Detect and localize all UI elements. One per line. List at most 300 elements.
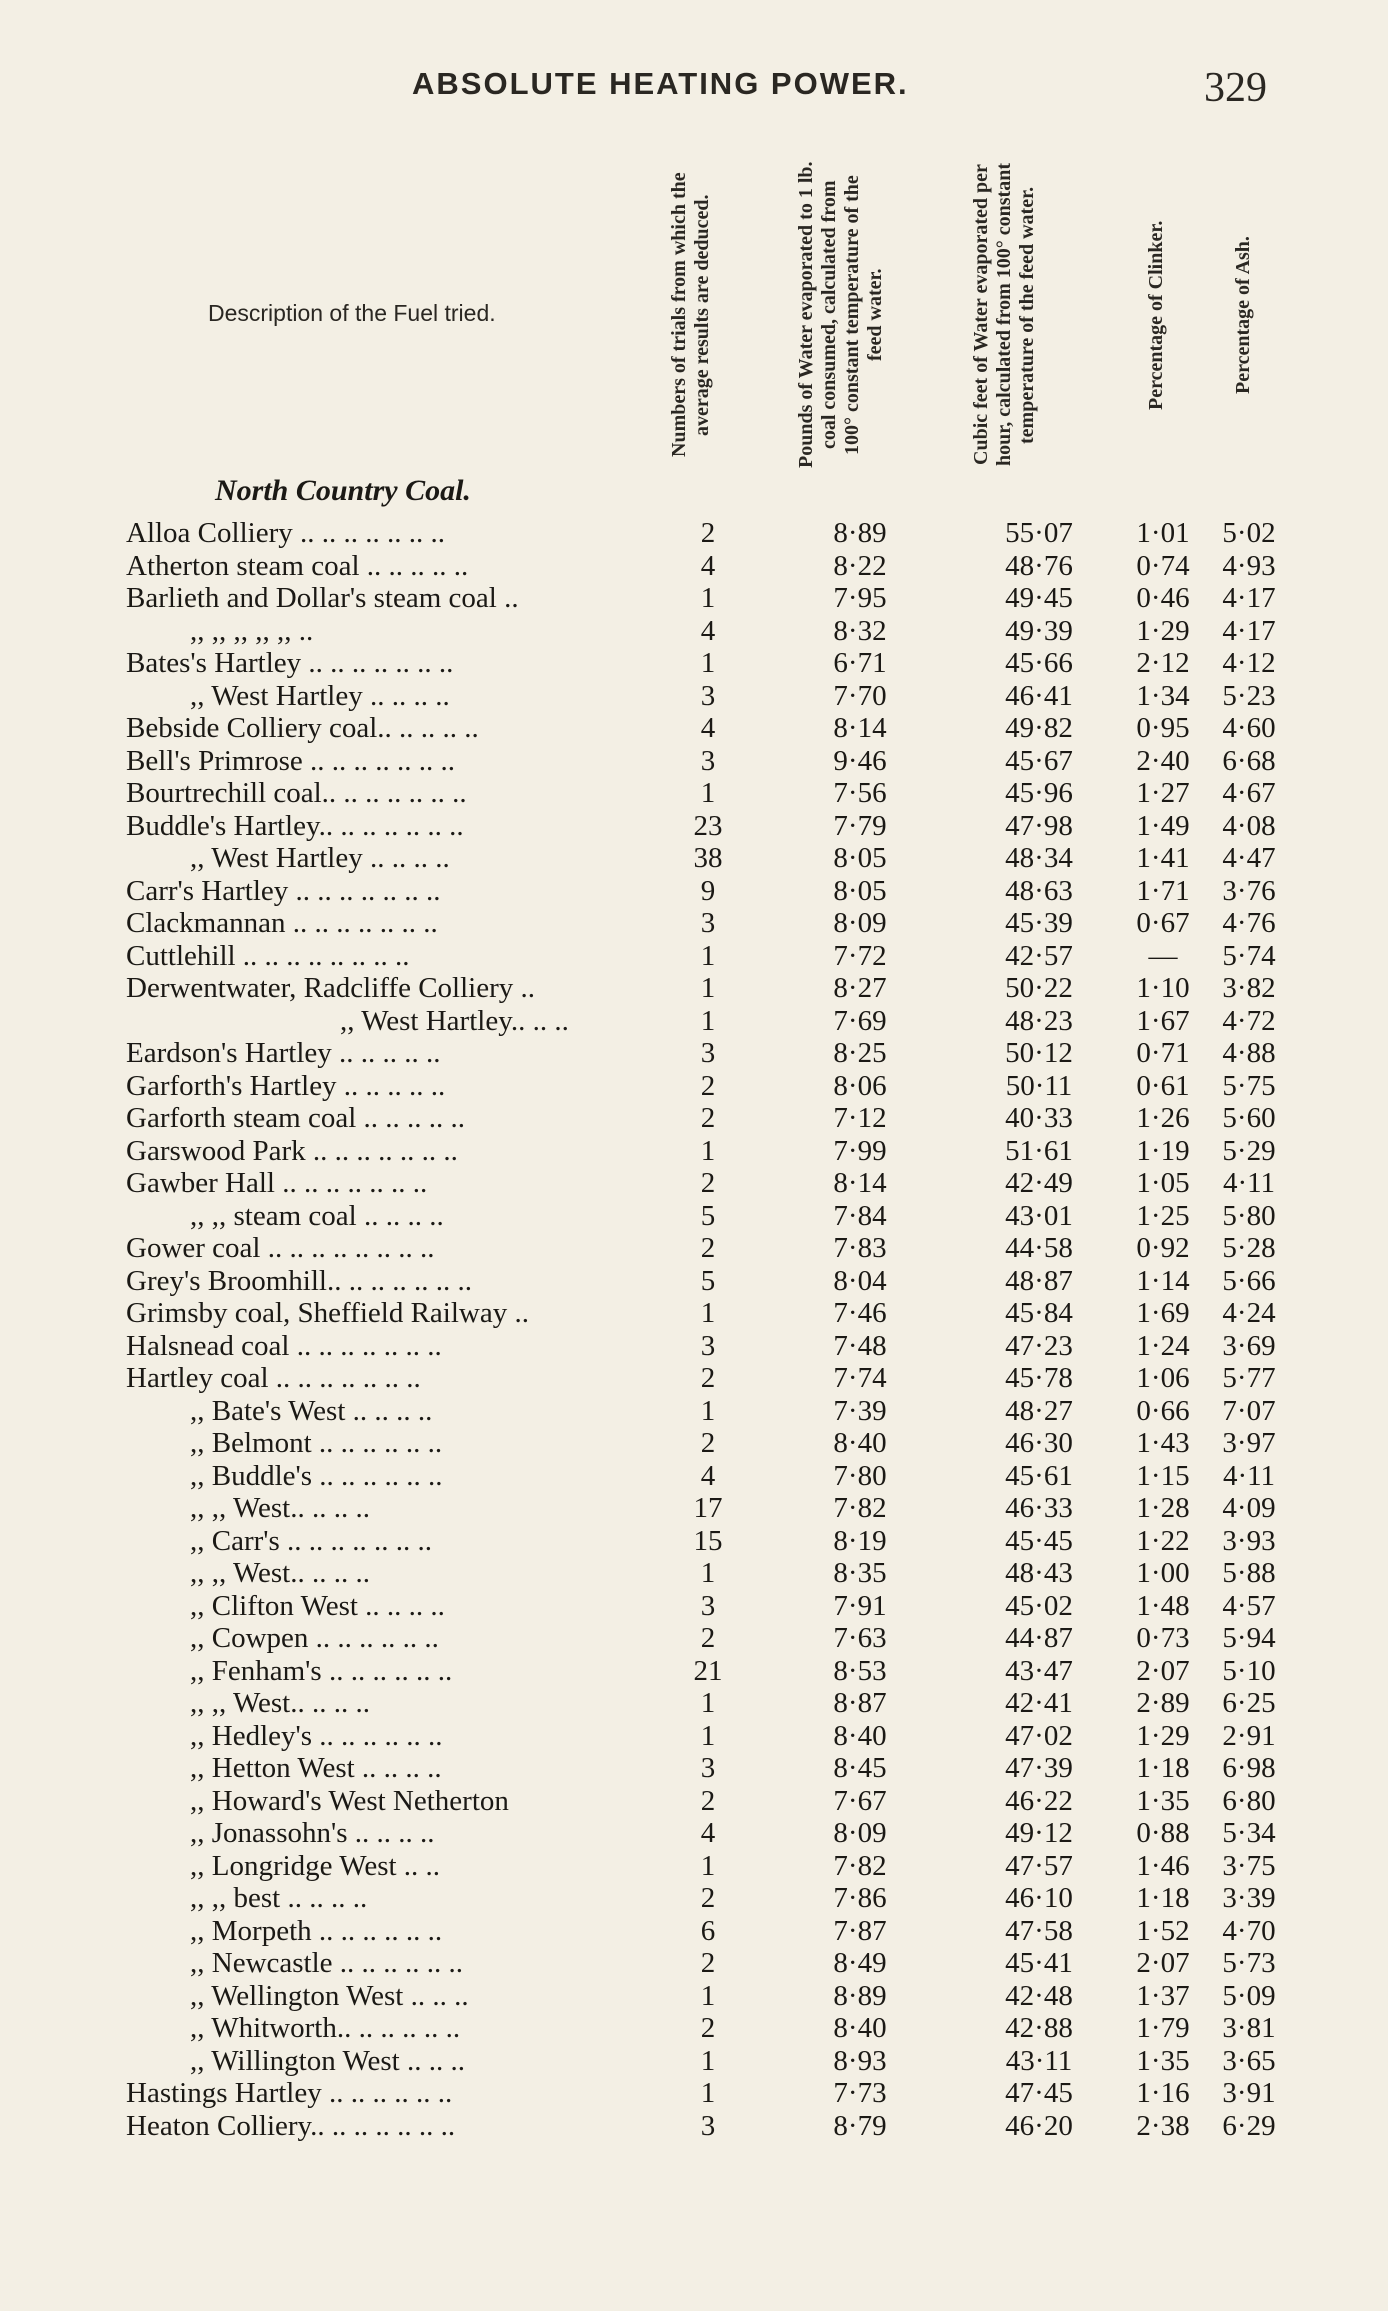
table-row xyxy=(0,1362,1388,1395)
ash-percent: 6·80 xyxy=(1222,1784,1276,1817)
cubic-feet-per-hour: 48·76 xyxy=(1005,549,1073,582)
cubic-feet-per-hour: 48·27 xyxy=(1005,1394,1073,1427)
clinker-percent: 1·29 xyxy=(1136,1719,1190,1752)
fuel-name: ,, West Hartley.. .. .. xyxy=(340,1004,569,1037)
trials-count: 1 xyxy=(700,1849,716,1882)
pounds-evaporated: 8·40 xyxy=(833,1719,887,1752)
trials-count: 17 xyxy=(693,1492,723,1524)
fuel-name: Garforth steam coal .. .. .. .. .. xyxy=(126,1102,466,1134)
ash-percent: 4·67 xyxy=(1222,777,1276,809)
trials-count: 2 xyxy=(700,1167,716,1199)
pounds-evaporated: 7·70 xyxy=(833,679,887,712)
fuel-name: Alloa Colliery .. .. .. .. .. .. .. xyxy=(126,517,445,549)
fuel-name: ,, Howard's West Netherton xyxy=(190,1784,509,1817)
trials-count: 2 xyxy=(700,517,716,549)
cubic-feet-per-hour: 46·33 xyxy=(1005,1492,1073,1524)
ash-percent: 4·24 xyxy=(1222,1297,1276,1329)
cubic-feet-per-hour: 42·57 xyxy=(1005,939,1073,972)
trials-count: 1 xyxy=(700,1004,716,1037)
trials-count: 15 xyxy=(693,1524,723,1557)
pounds-evaporated: 8·49 xyxy=(833,1947,887,1979)
clinker-percent: 1·41 xyxy=(1136,842,1190,874)
fuel-name: ,, ,, steam coal .. .. .. .. xyxy=(190,1199,444,1232)
fuel-name: Halsnead coal .. .. .. .. .. .. .. xyxy=(126,1329,442,1362)
trials-count: 2 xyxy=(700,1622,716,1654)
cubic-feet-per-hour: 45·02 xyxy=(1005,1589,1073,1622)
pounds-evaporated: 7·74 xyxy=(833,1362,887,1394)
clinker-percent: 1·79 xyxy=(1136,2012,1190,2044)
clinker-percent: 1·52 xyxy=(1136,1914,1190,1947)
ash-percent: 2·91 xyxy=(1222,1719,1276,1752)
clinker-percent: 1·19 xyxy=(1136,1134,1190,1167)
trials-count: 1 xyxy=(700,582,716,614)
table-row xyxy=(0,1070,1388,1103)
ash-percent: 4·88 xyxy=(1222,1037,1276,1069)
fuel-name: ,, West Hartley .. .. .. .. xyxy=(190,679,450,712)
clinker-percent: 0·61 xyxy=(1136,1069,1190,1102)
pounds-evaporated: 8·14 xyxy=(833,1167,887,1199)
cubic-feet-per-hour: 50·11 xyxy=(1005,1069,1073,1102)
trials-count: 3 xyxy=(700,1752,716,1784)
ash-percent: 5·60 xyxy=(1222,1102,1276,1134)
trials-count: 2 xyxy=(700,1784,716,1817)
cubic-feet-per-hour: 48·34 xyxy=(1005,842,1073,874)
table-row xyxy=(0,615,1388,648)
table-row xyxy=(0,1005,1388,1038)
trials-count: 5 xyxy=(700,1199,716,1232)
pounds-evaporated: 7·73 xyxy=(833,2077,887,2109)
cubic-feet-per-hour: 46·41 xyxy=(1005,679,1073,712)
clinker-percent: 2·12 xyxy=(1136,647,1190,679)
trials-count: 2 xyxy=(700,1232,716,1264)
pounds-evaporated: 8·14 xyxy=(833,712,887,744)
cubic-feet-per-hour: 50·12 xyxy=(1005,1037,1073,1069)
table-row xyxy=(0,1200,1388,1233)
ash-percent: 6·25 xyxy=(1222,1687,1276,1719)
table-row xyxy=(0,2110,1388,2143)
clinker-percent: 1·35 xyxy=(1136,2044,1190,2077)
pounds-evaporated: 8·04 xyxy=(833,1264,887,1297)
ash-percent: 5·66 xyxy=(1222,1264,1276,1297)
fuel-name: ,, ,, ,, ,, ,, .. xyxy=(190,614,314,647)
pounds-evaporated: 8·89 xyxy=(833,1979,887,2012)
table-row xyxy=(0,1037,1388,1070)
pounds-evaporated: 7·12 xyxy=(833,1102,887,1134)
cubic-feet-per-hour: 45·61 xyxy=(1005,1459,1073,1492)
column-header-description: Description of the Fuel tried. xyxy=(208,300,496,326)
ash-percent: 3·65 xyxy=(1222,2044,1276,2077)
cubic-feet-per-hour: 44·58 xyxy=(1005,1232,1073,1264)
clinker-percent: 2·07 xyxy=(1136,1654,1190,1687)
table-row xyxy=(0,1817,1388,1850)
ash-percent: 5·94 xyxy=(1222,1622,1276,1654)
pounds-evaporated: 8·45 xyxy=(833,1752,887,1784)
pounds-evaporated: 7·46 xyxy=(833,1297,887,1329)
cubic-feet-per-hour: 49·82 xyxy=(1005,712,1073,744)
ash-percent: 5·10 xyxy=(1222,1654,1276,1687)
table-row xyxy=(0,810,1388,843)
ash-percent: 5·88 xyxy=(1222,1557,1276,1589)
ash-percent: 4·11 xyxy=(1222,1167,1276,1199)
table-row xyxy=(0,1590,1388,1623)
ash-percent: 4·17 xyxy=(1222,582,1276,614)
trials-count: 1 xyxy=(700,2044,716,2077)
ash-percent: 4·47 xyxy=(1222,842,1276,874)
fuel-name: Bourtrechill coal.. .. .. .. .. .. .. xyxy=(126,777,467,809)
table-row xyxy=(0,1265,1388,1298)
table-row xyxy=(0,1330,1388,1363)
trials-count: 2 xyxy=(700,1882,716,1914)
ash-percent: 4·76 xyxy=(1222,907,1276,939)
trials-count: 1 xyxy=(700,647,716,679)
table-row xyxy=(0,2045,1388,2078)
cubic-feet-per-hour: 48·23 xyxy=(1005,1004,1073,1037)
fuel-name: Gower coal .. .. .. .. .. .. .. .. xyxy=(126,1232,435,1264)
cubic-feet-per-hour: 45·84 xyxy=(1005,1297,1073,1329)
table-row xyxy=(0,1167,1388,1200)
cubic-feet-per-hour: 45·96 xyxy=(1005,777,1073,809)
table-row xyxy=(0,1557,1388,1590)
table-row xyxy=(0,517,1388,550)
clinker-percent: 1·37 xyxy=(1136,1979,1190,2012)
cubic-feet-per-hour: 48·87 xyxy=(1005,1264,1073,1297)
clinker-percent: 1·18 xyxy=(1136,1752,1190,1784)
clinker-percent: 1·15 xyxy=(1136,1459,1190,1492)
running-title: ABSOLUTE HEATING POWER. xyxy=(412,66,909,101)
clinker-percent: 1·29 xyxy=(1136,614,1190,647)
trials-count: 1 xyxy=(700,1557,716,1589)
trials-count: 4 xyxy=(700,712,716,744)
fuel-name: Bates's Hartley .. .. .. .. .. .. .. xyxy=(126,647,454,679)
cubic-feet-per-hour: 47·58 xyxy=(1005,1914,1073,1947)
ash-percent: 3·93 xyxy=(1222,1524,1276,1557)
fuel-name: Bell's Primrose .. .. .. .. .. .. .. xyxy=(126,744,456,777)
trials-count: 5 xyxy=(700,1264,716,1297)
ash-percent: 3·39 xyxy=(1222,1882,1276,1914)
trials-count: 3 xyxy=(700,744,716,777)
table-row xyxy=(0,1720,1388,1753)
cubic-feet-per-hour: 45·66 xyxy=(1005,647,1073,679)
ash-percent: 3·81 xyxy=(1222,2012,1276,2044)
clinker-percent: 0·71 xyxy=(1136,1037,1190,1069)
trials-count: 38 xyxy=(693,842,723,874)
table-row xyxy=(0,907,1388,940)
cubic-feet-per-hour: 47·98 xyxy=(1005,809,1073,842)
fuel-name: Hartley coal .. .. .. .. .. .. .. xyxy=(126,1362,421,1394)
pounds-evaporated: 7·69 xyxy=(833,1004,887,1037)
pounds-evaporated: 7·79 xyxy=(833,809,887,842)
pounds-evaporated: 8·05 xyxy=(833,874,887,907)
ash-percent: 6·98 xyxy=(1222,1752,1276,1784)
clinker-percent: 1·27 xyxy=(1136,777,1190,809)
clinker-percent: 1·05 xyxy=(1136,1167,1190,1199)
trials-count: 1 xyxy=(700,777,716,809)
table-row xyxy=(0,550,1388,583)
clinker-percent: 1·35 xyxy=(1136,1784,1190,1817)
pounds-evaporated: 8·09 xyxy=(833,1817,887,1849)
clinker-percent: 2·89 xyxy=(1136,1687,1190,1719)
table-row xyxy=(0,1850,1388,1883)
cubic-feet-per-hour: 51·61 xyxy=(1005,1134,1073,1167)
ash-percent: 4·17 xyxy=(1222,614,1276,647)
cubic-feet-per-hour: 43·01 xyxy=(1005,1199,1073,1232)
pounds-evaporated: 7·82 xyxy=(833,1849,887,1882)
pounds-evaporated: 7·83 xyxy=(833,1232,887,1264)
clinker-percent: 1·22 xyxy=(1136,1524,1190,1557)
trials-count: 21 xyxy=(693,1654,723,1687)
ash-percent: 4·12 xyxy=(1222,647,1276,679)
fuel-name: ,, Hetton West .. .. .. .. xyxy=(190,1752,442,1784)
cubic-feet-per-hour: 49·12 xyxy=(1005,1817,1073,1849)
ash-percent: 3·91 xyxy=(1222,2077,1276,2109)
clinker-percent: 1·10 xyxy=(1136,972,1190,1004)
table-row xyxy=(0,712,1388,745)
fuel-name: Hastings Hartley .. .. .. .. .. .. xyxy=(126,2077,453,2109)
cubic-feet-per-hour: 45·39 xyxy=(1005,907,1073,939)
fuel-name: Garforth's Hartley .. .. .. .. .. xyxy=(126,1069,446,1102)
pounds-evaporated: 7·56 xyxy=(833,777,887,809)
cubic-feet-per-hour: 42·88 xyxy=(1005,2012,1073,2044)
clinker-percent: 1·67 xyxy=(1136,1004,1190,1037)
clinker-percent: 0·67 xyxy=(1136,907,1190,939)
table-row xyxy=(0,1427,1388,1460)
fuel-name: Heaton Colliery.. .. .. .. .. .. .. xyxy=(126,2109,456,2142)
table-row xyxy=(0,647,1388,680)
clinker-percent: 1·24 xyxy=(1136,1329,1190,1362)
cubic-feet-per-hour: 48·43 xyxy=(1005,1557,1073,1589)
clinker-percent: 2·40 xyxy=(1136,744,1190,777)
ash-percent: 4·11 xyxy=(1222,1459,1276,1492)
cubic-feet-per-hour: 46·20 xyxy=(1005,2109,1073,2142)
clinker-percent: 1·48 xyxy=(1136,1589,1190,1622)
ash-percent: 3·76 xyxy=(1222,874,1276,907)
ash-percent: 4·60 xyxy=(1222,712,1276,744)
ash-percent: 5·75 xyxy=(1222,1069,1276,1102)
trials-count: 3 xyxy=(700,1037,716,1069)
cubic-feet-per-hour: 42·48 xyxy=(1005,1979,1073,2012)
ash-percent: 3·75 xyxy=(1222,1849,1276,1882)
clinker-percent: 1·01 xyxy=(1136,517,1190,549)
pounds-evaporated: 7·87 xyxy=(833,1914,887,1947)
trials-count: 3 xyxy=(700,1329,716,1362)
fuel-name: Garswood Park .. .. .. .. .. .. .. xyxy=(126,1134,458,1167)
fuel-name: ,, Wellington West .. .. .. xyxy=(190,1979,469,2012)
table-row xyxy=(0,1947,1388,1980)
column-header-ash: Percentage of Ash. xyxy=(1232,236,1254,394)
cubic-feet-per-hour: 44·87 xyxy=(1005,1622,1073,1654)
clinker-percent: 1·34 xyxy=(1136,679,1190,712)
clinker-percent: 0·95 xyxy=(1136,712,1190,744)
clinker-percent: 1·43 xyxy=(1136,1427,1190,1459)
ash-percent: 3·82 xyxy=(1222,972,1276,1004)
clinker-percent: 1·25 xyxy=(1136,1199,1190,1232)
table-row xyxy=(0,1882,1388,1915)
fuel-name: Carr's Hartley .. .. .. .. .. .. .. xyxy=(126,874,441,907)
clinker-percent: 1·14 xyxy=(1136,1264,1190,1297)
clinker-percent: 2·07 xyxy=(1136,1947,1190,1979)
table-row xyxy=(0,1135,1388,1168)
fuel-name: ,, Buddle's .. .. .. .. .. .. xyxy=(190,1459,443,1492)
pounds-evaporated: 8·87 xyxy=(833,1687,887,1719)
trials-count: 4 xyxy=(700,1459,716,1492)
fuel-name: Grimsby coal, Sheffield Railway .. xyxy=(126,1297,529,1329)
table-row xyxy=(0,1980,1388,2013)
table-row xyxy=(0,875,1388,908)
ash-percent: 5·02 xyxy=(1222,517,1276,549)
pounds-evaporated: 8·40 xyxy=(833,2012,887,2044)
table-row xyxy=(0,1785,1388,1818)
fuel-name: Clackmannan .. .. .. .. .. .. .. xyxy=(126,907,438,939)
fuel-name: ,, Cowpen .. .. .. .. .. .. xyxy=(190,1622,439,1654)
clinker-percent: 1·28 xyxy=(1136,1492,1190,1524)
clinker-percent: 0·92 xyxy=(1136,1232,1190,1264)
fuel-name: ,, Jonassohn's .. .. .. .. xyxy=(190,1817,435,1849)
cubic-feet-per-hour: 55·07 xyxy=(1005,517,1073,549)
cubic-feet-per-hour: 42·41 xyxy=(1005,1687,1073,1719)
clinker-percent: 1·06 xyxy=(1136,1362,1190,1394)
clinker-percent: 0·73 xyxy=(1136,1622,1190,1654)
cubic-feet-per-hour: 46·30 xyxy=(1005,1427,1073,1459)
cubic-feet-per-hour: 47·02 xyxy=(1005,1719,1073,1752)
trials-count: 1 xyxy=(700,972,716,1004)
column-header-cubic: Cubic feet of Water evaporated per hour, calculated from 100° constant temperature of the feed water. xyxy=(970,163,1038,467)
fuel-name: Bebside Colliery coal.. .. .. .. .. xyxy=(126,712,479,744)
trials-count: 4 xyxy=(700,549,716,582)
fuel-name: Grey's Broomhill.. .. .. .. .. .. .. xyxy=(126,1264,472,1297)
ash-percent: 5·28 xyxy=(1222,1232,1276,1264)
ash-percent: 4·72 xyxy=(1222,1004,1276,1037)
clinker-percent: 1·69 xyxy=(1136,1297,1190,1329)
table-row xyxy=(0,2077,1388,2110)
trials-count: 2 xyxy=(700,1069,716,1102)
column-header-trials: Numbers of trials from which the average results are deduced. xyxy=(668,172,713,458)
pounds-evaporated: 7·95 xyxy=(833,582,887,614)
trials-count: 2 xyxy=(700,1362,716,1394)
table-row xyxy=(0,1752,1388,1785)
table-row xyxy=(0,1460,1388,1493)
table-row xyxy=(0,972,1388,1005)
trials-count: 1 xyxy=(700,1394,716,1427)
fuel-name: ,, Fenham's .. .. .. .. .. .. xyxy=(190,1654,453,1687)
table-row xyxy=(0,777,1388,810)
table-row xyxy=(0,1525,1388,1558)
pounds-evaporated: 8·27 xyxy=(833,972,887,1004)
pounds-evaporated: 8·53 xyxy=(833,1654,887,1687)
fuel-name: Cuttlehill .. .. .. .. .. .. .. .. xyxy=(126,939,410,972)
table-row xyxy=(0,1687,1388,1720)
cubic-feet-per-hour: 47·57 xyxy=(1005,1849,1073,1882)
ash-percent: 4·08 xyxy=(1222,809,1276,842)
cubic-feet-per-hour: 47·45 xyxy=(1005,2077,1073,2109)
cubic-feet-per-hour: 47·39 xyxy=(1005,1752,1073,1784)
pounds-evaporated: 8·93 xyxy=(833,2044,887,2077)
table-row xyxy=(0,680,1388,713)
fuel-name: ,, Willington West .. .. .. xyxy=(190,2044,465,2077)
ash-percent: 5·09 xyxy=(1222,1979,1276,2012)
clinker-percent: 1·00 xyxy=(1136,1557,1190,1589)
table-row xyxy=(0,745,1388,778)
section-title: North Country Coal. xyxy=(215,474,471,507)
pounds-evaporated: 8·09 xyxy=(833,907,887,939)
cubic-feet-per-hour: 40·33 xyxy=(1005,1102,1073,1134)
cubic-feet-per-hour: 50·22 xyxy=(1005,972,1073,1004)
trials-count: 2 xyxy=(700,1947,716,1979)
clinker-percent: 0·66 xyxy=(1136,1394,1190,1427)
table-row xyxy=(0,1232,1388,1265)
clinker-percent: 1·18 xyxy=(1136,1882,1190,1914)
trials-count: 1 xyxy=(700,1134,716,1167)
cubic-feet-per-hour: 45·45 xyxy=(1005,1524,1073,1557)
clinker-percent: 1·46 xyxy=(1136,1849,1190,1882)
fuel-name: ,, ,, best .. .. .. .. xyxy=(190,1882,368,1914)
trials-count: 3 xyxy=(700,907,716,939)
trials-count: 1 xyxy=(700,939,716,972)
trials-count: 2 xyxy=(700,1427,716,1459)
pounds-evaporated: 7·99 xyxy=(833,1134,887,1167)
fuel-name: ,, ,, West.. .. .. .. xyxy=(190,1557,370,1589)
ash-percent: 5·74 xyxy=(1222,939,1276,972)
fuel-name: Buddle's Hartley.. .. .. .. .. .. .. xyxy=(126,809,464,842)
trials-count: 1 xyxy=(700,1687,716,1719)
ash-percent: 6·68 xyxy=(1222,744,1276,777)
pounds-evaporated: 8·35 xyxy=(833,1557,887,1589)
cubic-feet-per-hour: 48·63 xyxy=(1005,874,1073,907)
ash-percent: 3·69 xyxy=(1222,1329,1276,1362)
table-row xyxy=(0,1395,1388,1428)
pounds-evaporated: 8·79 xyxy=(833,2109,887,2142)
fuel-name: ,, Carr's .. .. .. .. .. .. .. xyxy=(190,1524,433,1557)
pounds-evaporated: 8·40 xyxy=(833,1427,887,1459)
ash-percent: 4·93 xyxy=(1222,549,1276,582)
pounds-evaporated: 7·84 xyxy=(833,1199,887,1232)
pounds-evaporated: 7·82 xyxy=(833,1492,887,1524)
trials-count: 4 xyxy=(700,614,716,647)
clinker-percent: 1·26 xyxy=(1136,1102,1190,1134)
ash-percent: 3·97 xyxy=(1222,1427,1276,1459)
fuel-name: ,, Newcastle .. .. .. .. .. .. xyxy=(190,1947,464,1979)
table-row xyxy=(0,1102,1388,1135)
trials-count: 1 xyxy=(700,1979,716,2012)
table-row xyxy=(0,1915,1388,1948)
pounds-evaporated: 6·71 xyxy=(833,647,887,679)
table-row xyxy=(0,1622,1388,1655)
trials-count: 1 xyxy=(700,1297,716,1329)
fuel-name: ,, Clifton West .. .. .. .. xyxy=(190,1589,445,1622)
trials-count: 6 xyxy=(700,1914,716,1947)
fuel-name: ,, Morpeth .. .. .. .. .. .. xyxy=(190,1914,443,1947)
column-header-clinker: Percentage of Clinker. xyxy=(1145,220,1167,410)
ash-percent: 6·29 xyxy=(1222,2109,1276,2142)
fuel-name: ,, Bate's West .. .. .. .. xyxy=(190,1394,433,1427)
cubic-feet-per-hour: 42·49 xyxy=(1005,1167,1073,1199)
pounds-evaporated: 7·39 xyxy=(833,1394,887,1427)
pounds-evaporated: 7·80 xyxy=(833,1459,887,1492)
table-row xyxy=(0,1655,1388,1688)
table-row xyxy=(0,842,1388,875)
pounds-evaporated: 9·46 xyxy=(833,744,887,777)
fuel-name: ,, Belmont .. .. .. .. .. .. xyxy=(190,1427,443,1459)
trials-count: 23 xyxy=(693,809,723,842)
cubic-feet-per-hour: 46·10 xyxy=(1005,1882,1073,1914)
trials-count: 4 xyxy=(700,1817,716,1849)
fuel-name: Eardson's Hartley .. .. .. .. .. xyxy=(126,1037,441,1069)
fuel-name: ,, West Hartley .. .. .. .. xyxy=(190,842,450,874)
cubic-feet-per-hour: 45·41 xyxy=(1005,1947,1073,1979)
pounds-evaporated: 7·48 xyxy=(833,1329,887,1362)
ash-percent: 5·34 xyxy=(1222,1817,1276,1849)
fuel-name: Derwentwater, Radcliffe Colliery .. xyxy=(126,972,535,1004)
trials-count: 3 xyxy=(700,1589,716,1622)
